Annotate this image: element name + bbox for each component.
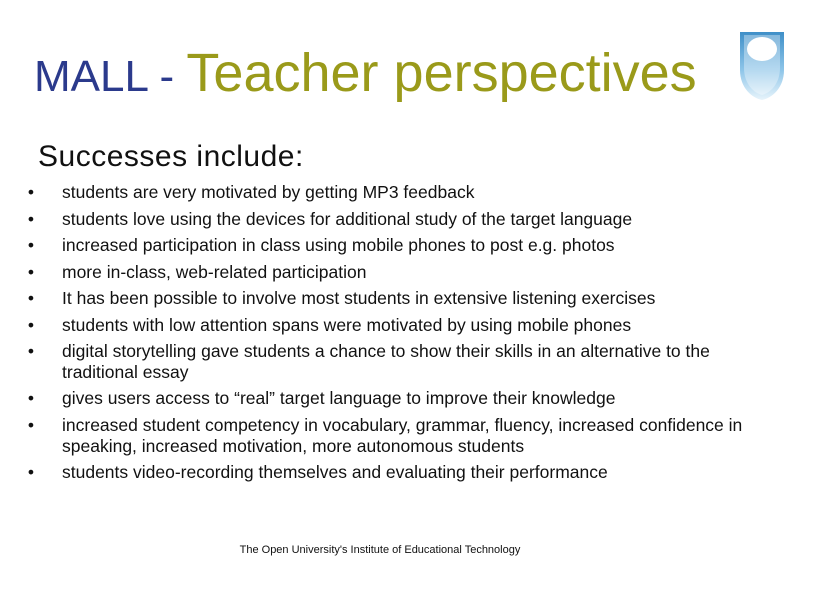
bullet-icon: • <box>27 314 35 335</box>
list-item-text: It has been possible to involve most students in extensive listening exercises <box>62 288 656 308</box>
list-item-text: increased participation in class using mobile phones to post e.g. photos <box>62 235 615 255</box>
title-separator: - <box>147 52 187 101</box>
slide-title <box>34 43 697 103</box>
list-item <box>26 459 766 486</box>
bullet-icon: • <box>27 288 35 308</box>
list-item-text: students with low attention spans were motivated by using mobile phones <box>62 314 632 335</box>
list-item <box>26 259 766 286</box>
list-item <box>26 206 766 233</box>
list-item-text: gives users access to “real” target language to improve their knowledge <box>62 388 616 408</box>
title-mall: MALL <box>34 52 148 101</box>
list-item-text: more in-class, web-related participation <box>62 261 367 282</box>
list-item-text: students video-recording themselves and evaluating their performance <box>62 461 608 482</box>
bullet-icon: • <box>27 208 35 229</box>
open-university-logo-icon <box>738 30 786 102</box>
bullet-icon: • <box>27 182 35 202</box>
list-item-text: students are very motivated by getting MP3 feedback <box>62 182 475 202</box>
bullet-icon: • <box>27 414 35 435</box>
list-item <box>26 232 766 259</box>
bullet-icon: • <box>27 261 35 282</box>
list-item-text: students love using the devices for additional study of the target language <box>62 208 633 229</box>
list-item <box>26 179 766 206</box>
bullet-icon: • <box>27 388 35 408</box>
successes-heading: Successes include: <box>38 140 304 173</box>
list-item <box>26 312 766 339</box>
list-item <box>26 412 766 459</box>
list-item <box>26 285 766 312</box>
list-item-text: increased student competency in vocabulary, grammar, fluency, increased confidence in speaking, increased motivation, more autonomous students <box>62 414 743 456</box>
list-item <box>26 338 766 385</box>
bullet-icon: • <box>27 235 35 255</box>
footer-credit: The Open University's Institute of Educational Technology <box>239 544 521 556</box>
successes-list <box>26 179 766 485</box>
title-teacher-perspectives: Teacher perspectives <box>186 43 697 103</box>
list-item <box>26 385 766 412</box>
bullet-icon: • <box>27 341 35 361</box>
list-item-text: digital storytelling gave students a chance to show their skills in an alternative to the traditional essay <box>62 341 710 382</box>
bullet-icon: • <box>27 461 35 482</box>
